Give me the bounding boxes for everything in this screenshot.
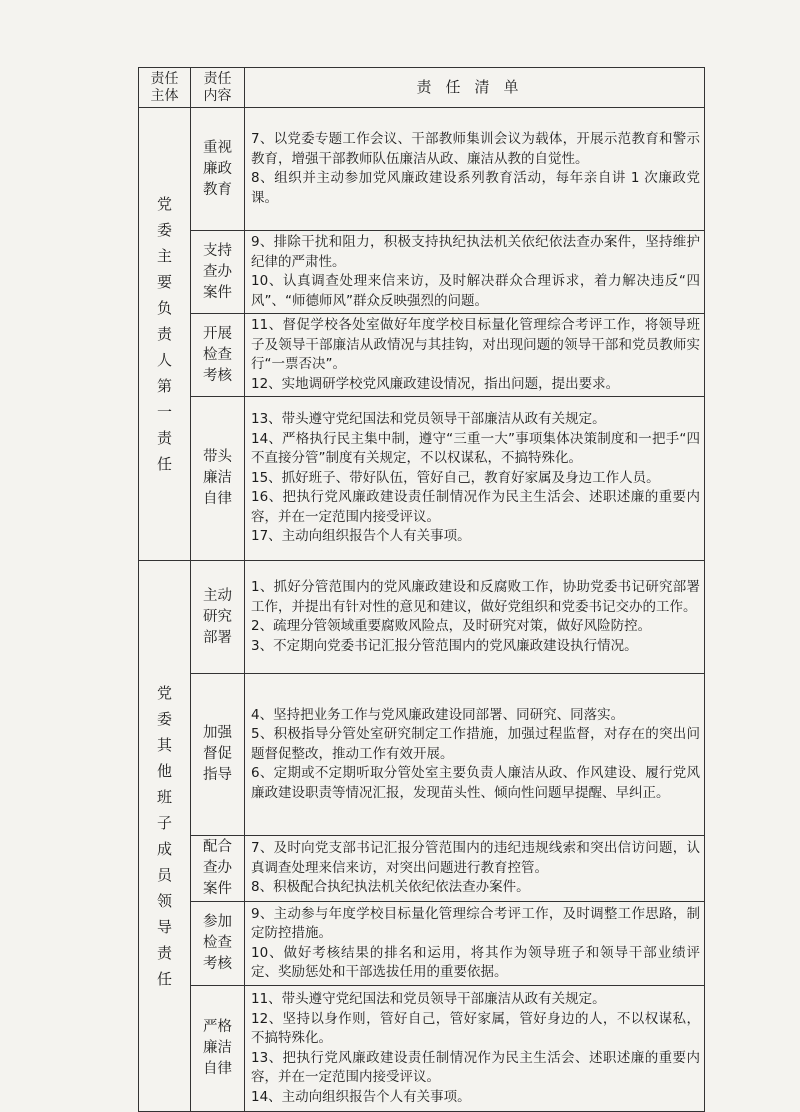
list-item: 7、及时向党支部书记汇报分管范围内的违纪违规线索和突出信访问题，认真调查处理来信来访，对突出问题进行教育控管。 xyxy=(251,840,700,876)
content-line: 自律 xyxy=(203,1061,232,1077)
list-item: 6、定期或不定期听取分管处室主要负责人廉洁从政、作风建设、履行党风廉政建设职责等情况汇报，发现苗头性、倾向性问题早提醒、早纠正。 xyxy=(251,765,700,801)
header-subject-line-2: 主体 xyxy=(150,87,179,104)
subject-char: 党 xyxy=(156,684,172,702)
content-line: 查办 xyxy=(203,860,232,876)
header-content-cell xyxy=(191,68,245,108)
subject-cell xyxy=(139,561,191,1112)
subject-char: 第 xyxy=(156,377,172,395)
list-item: 8、积极配合执纪执法机关依纪依法查办案件。 xyxy=(251,879,530,896)
items-cell xyxy=(245,314,705,397)
header-subject-cell xyxy=(139,68,191,108)
content-line: 研究 xyxy=(203,608,232,625)
list-item: 11、带头遵守党纪国法和党员领导干部廉洁从政有关规定。 xyxy=(251,991,606,1007)
list-item: 9、排除干扰和阻力，积极支持执纪执法机关依纪依法查办案件，坚持维护纪律的严肃性。 xyxy=(251,234,700,270)
content-line: 案件 xyxy=(203,881,232,897)
list-item: 13、把执行党风廉政建设责任制情况作为民主生活会、述职述廉的重要内容，并在一定范围内接受评议。 xyxy=(251,1049,700,1085)
subject-char: 委 xyxy=(156,710,172,728)
list-item: 14、主动向组织报告个人有关事项。 xyxy=(251,1088,471,1105)
content-line: 加强 xyxy=(203,725,232,741)
header-list-title: 责任清单 xyxy=(245,68,705,108)
items-cell xyxy=(245,836,705,902)
content-line: 检查 xyxy=(203,935,232,951)
responsibility-table xyxy=(138,67,705,1112)
subject-char: 负 xyxy=(156,299,172,317)
table-row xyxy=(139,108,705,231)
list-item: 2、疏理分管领域重要腐败风险点，及时研究对策，做好风险防控。 xyxy=(251,618,652,634)
table-row xyxy=(139,836,705,902)
content-line: 主动 xyxy=(203,587,232,604)
subject-char: 成 xyxy=(156,840,172,858)
content-cell xyxy=(191,397,245,561)
content-line: 指导 xyxy=(203,767,232,783)
header-content-line-1: 责任 xyxy=(203,70,232,87)
table-row xyxy=(139,674,705,836)
list-item: 12、坚持以身作则，管好自己，管好家属，管好身边的人，不以权谋私，不搞特殊化。 xyxy=(251,1010,700,1046)
content-line: 部署 xyxy=(203,629,232,646)
subject-char: 他 xyxy=(156,762,172,780)
subject-char: 任 xyxy=(156,970,172,988)
subject-char: 领 xyxy=(156,892,172,910)
subject-char: 任 xyxy=(156,455,172,473)
subject-char: 责 xyxy=(156,325,172,343)
list-item: 4、坚持把业务工作与党风廉政建设同部署、同研究、同落实。 xyxy=(251,706,625,723)
content-line: 廉洁 xyxy=(203,1040,232,1056)
subject-char: 员 xyxy=(156,866,172,884)
content-cell xyxy=(191,836,245,902)
items-cell xyxy=(245,397,705,561)
list-item: 1、抓好分管范围内的党风廉政建设和反腐败工作，协助党委书记研究部署工作，并提出有针对性的意见和建议，做好党组织和党委书记交办的工作。 xyxy=(251,579,700,615)
table-row xyxy=(139,397,705,561)
items-cell xyxy=(245,986,705,1112)
table-row xyxy=(139,986,705,1112)
list-item: 12、实地调研学校党风廉政建设情况，指出问题，提出要求。 xyxy=(251,375,620,392)
content-cell xyxy=(191,674,245,836)
subject-char: 班 xyxy=(156,788,172,806)
content-line: 支持 xyxy=(203,242,232,259)
subject-cell xyxy=(139,108,191,561)
table-row xyxy=(139,314,705,397)
content-line: 考核 xyxy=(203,956,232,972)
header-content-line-2: 内容 xyxy=(203,87,232,104)
items-cell xyxy=(245,108,705,231)
subject-char: 党 xyxy=(156,195,172,213)
items-cell xyxy=(245,902,705,986)
content-cell xyxy=(191,902,245,986)
list-item: 8、组织并主动参加党风廉政建设系列教育活动，每年亲自讲 1 次廉政党课。 xyxy=(251,170,700,206)
subject-char: 主 xyxy=(156,247,172,265)
content-line: 自律 xyxy=(203,491,232,507)
content-cell xyxy=(191,231,245,314)
subject-char: 要 xyxy=(156,273,172,291)
list-item: 15、抓好班子、带好队伍，管好自己，教育好家属及身边工作人员。 xyxy=(251,469,660,486)
subject-char: 责 xyxy=(156,429,172,447)
content-line: 督促 xyxy=(203,746,232,762)
content-cell xyxy=(191,314,245,397)
content-line: 参加 xyxy=(203,914,232,930)
table-row xyxy=(139,902,705,986)
content-cell xyxy=(191,986,245,1112)
content-line: 严格 xyxy=(203,1019,232,1035)
list-item: 13、带头遵守党纪国法和党员领导干部廉洁从政有关规定。 xyxy=(251,411,606,428)
subject-char: 其 xyxy=(156,736,172,754)
list-item: 14、严格执行民主集中制，遵守“三重一大”事项集体决策制度和一把手“四不直接分管”制度有关规定，不以权谋私，不搞特殊化。 xyxy=(251,430,700,467)
content-line: 廉政 xyxy=(203,160,232,177)
list-item: 7、以党委专题工作会议、干部教师集训会议为载体，开展示范教育和警示教育，增强干部教师队伍廉洁从政、廉洁从教的自觉性。 xyxy=(251,131,700,167)
subject-char: 一 xyxy=(156,403,172,421)
content-line: 带头 xyxy=(203,449,232,465)
list-item: 5、积极指导分管处室研究制定工作措施，加强过程监督，对存在的突出问题督促整改，推动工作有效开展。 xyxy=(251,726,700,762)
table-row xyxy=(139,231,705,314)
content-line: 重视 xyxy=(203,139,232,156)
subject-char: 委 xyxy=(156,221,172,239)
list-item: 10、认真调查处理来信来访，及时解决群众合理诉求，着力解决违反“四风”、“师德师风”群众反映强烈的问题。 xyxy=(251,273,700,309)
content-line: 检查 xyxy=(203,346,232,363)
header-subject-line-1: 责任 xyxy=(150,70,179,87)
content-line: 开展 xyxy=(203,325,232,342)
items-cell xyxy=(245,674,705,836)
content-line: 廉洁 xyxy=(203,470,232,486)
content-line: 配合 xyxy=(203,839,232,855)
items-cell xyxy=(245,561,705,674)
list-item: 9、主动参与年度学校目标量化管理综合考评工作，及时调整工作思路，制定防控措施。 xyxy=(251,905,700,941)
list-item: 11、督促学校各处室做好年度学校目标量化管理综合考评工作，将领导班子及领导干部廉洁从政情况与其挂钩，对出现问题的领导干部和党员教师实行“一票否决”。 xyxy=(251,317,700,372)
items-cell xyxy=(245,231,705,314)
content-line: 案件 xyxy=(203,284,232,301)
subject-char: 人 xyxy=(156,351,172,369)
list-item: 3、不定期向党委书记汇报分管范围内的党风廉政建设执行情况。 xyxy=(251,637,638,654)
subject-char: 导 xyxy=(156,918,172,936)
list-item: 17、主动向组织报告个人有关事项。 xyxy=(251,528,471,545)
content-cell xyxy=(191,561,245,674)
table-header-row xyxy=(139,68,705,108)
content-line: 考核 xyxy=(203,367,232,384)
content-line: 教育 xyxy=(203,181,232,198)
subject-char: 责 xyxy=(156,944,172,962)
content-line: 查办 xyxy=(203,263,232,280)
subject-char: 子 xyxy=(156,814,172,832)
table-row xyxy=(139,561,705,674)
list-item: 10、做好考核结果的排名和运用，将其作为领导班子和领导干部业绩评定、奖励惩处和干部选拔任用的重要依据。 xyxy=(251,944,700,980)
content-cell xyxy=(191,108,245,231)
list-item: 16、把执行党风廉政建设责任制情况作为民主生活会、述职述廉的重要内容，并在一定范围内接受评议。 xyxy=(251,489,700,525)
